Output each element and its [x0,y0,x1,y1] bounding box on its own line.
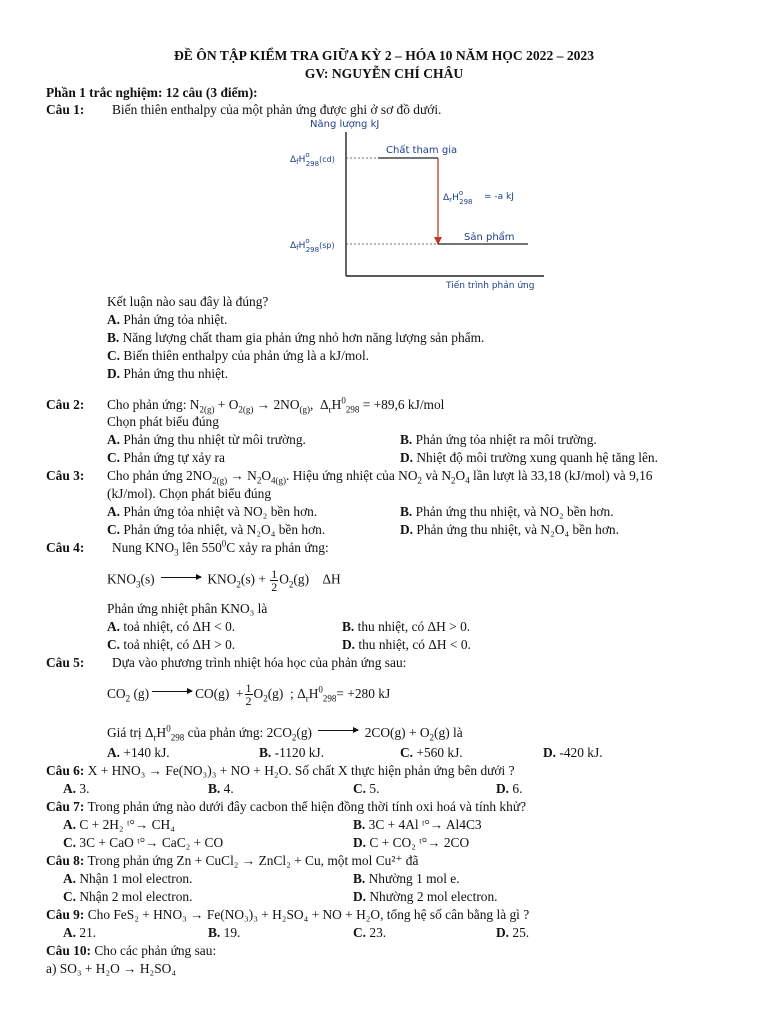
q2-option-b[interactable]: B. Phản ứng tỏa nhiệt ra môi trường. [400,432,597,447]
diagram-products: Sản phẩm [464,232,515,243]
q7-option-d[interactable]: D. C + CO₂ ᵗ°→ 2CO [353,835,470,850]
q4-option-b[interactable]: B. thu nhiệt, có ΔH > 0. [342,619,471,634]
diagram-x-axis-label: Tiến trình phản ứng [446,281,535,291]
teacher-name: GV: NGUYỄN CHÍ CHÂU [304,66,464,81]
q2-label: Câu 2: [46,397,85,412]
diagram-reactant-label: $\Delta_fH^o$ 298(cd) [290,151,335,168]
q1-option-a[interactable]: A. Phản ứng tỏa nhiệt. [107,312,228,327]
q7-option-c[interactable]: C. 3C + CaO ᵗ°→ CaC₂ + CO [63,835,224,850]
q10-label: Câu 10: [46,943,92,958]
q3-option-a[interactable]: A. Phản ứng tỏa nhiệt và NO₂ bền hơn. [107,504,318,519]
q4-text: Nung $KNO_3$ lên $550^0C$ xảy ra phản ứng: [112,538,329,558]
q4-option-d[interactable]: D. thu nhiệt, có ΔH < 0. [342,637,471,652]
q5-option-b[interactable]: B. -1120 kJ. [259,745,324,760]
q1-text: Biến thiên enthalpy của một phản ứng được ghi ở sơ đồ dưới. [112,102,442,117]
q5-equation: $CO_2$ (g) CO(g) + $\frac{1}{2}$ $O_2(g)$ ; $\Delta_rH^0_{298}= +280$ kJ [107,681,391,709]
q6-option-d[interactable]: D. 6. [496,781,523,796]
q8-option-c[interactable]: C. Nhận 2 mol electron. [63,889,193,904]
q6-option-b[interactable]: B. 4. [208,781,234,796]
q6-option-c[interactable]: C. 5. [353,781,380,796]
q1-stem: Kết luận nào sau đây là đúng? [107,294,269,309]
q9-option-c[interactable]: C. 23. [353,925,387,940]
q6-option-a[interactable]: A. 3. [63,781,90,796]
q3-text: Cho phản ứng $2NO_{2(g)} \to N_2O_{4(g)}$. Hiệu ứng nhiệt của $NO_2$ và $N_2O_4$ lần lượt là 33,18 (kJ/mol) và 9,16 [107,468,653,486]
q5-label: Câu 5: [46,655,85,670]
q9-text: Cho FeS₂ + HNO₃ → Fe(NO₃)₃ + H₂SO₄ + NO + H₂O, tổng hệ số cân bằng là gì ? [87,907,530,922]
q2-option-d[interactable]: D. Nhiệt độ môi trường xung quanh hệ tăng lên. [400,450,658,465]
q7-text: Trong phản ứng nào dưới đây cacbon thể hiện đồng thời tính oxi hoá và tính khử? [87,799,527,814]
q7-option-a[interactable]: A. C + 2H₂ ᵗ°→ CH₄ [63,817,175,832]
q10-line [46,942,216,960]
enthalpy-diagram [288,116,548,292]
q10-reaction-a: a) SO₃ + H₂O → H₂SO₄ [46,961,177,976]
q4-option-a[interactable]: A. toả nhiệt, có ΔH < 0. [107,619,236,634]
q1-option-d[interactable]: D. Phản ứng thu nhiệt. [107,366,229,381]
q1-option-c[interactable]: C. Biến thiên enthalpy của phản ứng là a kJ/mol. [107,348,370,363]
q1-label: Câu 1: [46,102,85,117]
q7-option-b[interactable]: B. 3C + 4Al ᵗ°→ Al4C3 [353,817,482,832]
q7-label: Câu 7: [46,799,85,814]
q5-option-a[interactable]: A. +140 kJ. [107,745,170,760]
q2-stem: Chọn phát biểu đúng [107,414,219,429]
q8-label: Câu 8: [46,853,85,868]
diagram-delta-label: $\Delta_rH^o$ 298 [443,189,473,206]
diagram-reactants: Chất tham gia [386,145,458,156]
diagram-product-label: $\Delta_fH^o$ 298(sp) [290,237,335,254]
q8-line [46,852,418,870]
q5-text: Dựa vào phương trình nhiệt hóa học của phản ứng sau: [112,655,407,670]
q4-equation: $KNO_3(s) KNO_2(s)$ + $\frac{1}{2}$ $O_2(g)$ ΔH [107,567,341,594]
q9-option-b[interactable]: B. 19. [208,925,241,940]
q8-option-d[interactable]: D. Nhường 2 mol electron. [353,889,498,904]
q8-option-a[interactable]: A. Nhận 1 mol electron. [63,871,193,886]
q8-option-b[interactable]: B. Nhường 1 mol e. [353,871,460,886]
q4-stem: Phản ứng nhiệt phân KNO₃ là [107,601,268,616]
diagram-y-axis-label: Năng lượng kJ [310,119,380,130]
q2-option-a[interactable]: A. Phản ứng thu nhiệt từ môi trường. [107,432,306,447]
q5-option-c[interactable]: C. +560 kJ. [400,745,463,760]
q5-stem: Giá trị $\Delta_rH^0_{298}$ của phản ứng: $2CO_2(g) 2CO(g) + O_2(g)$ là [107,723,463,743]
q2-equation: Cho phản ứng: $N_{2(g)} + O_{2(g)} \to 2NO_{(g)}$, $\Delta_rH^0_{298} = +89,6$ kJ/mol [107,395,445,415]
section-heading: Phần 1 trắc nghiệm: 12 câu (3 điểm): [46,85,258,100]
q4-option-c[interactable]: C. toả nhiệt, có ΔH > 0. [107,637,236,652]
q6-line [46,762,515,780]
q6-text: X + HNO₃ → Fe(NO₃)₃ + NO + H₂O. Số chất X thực hiện phản ứng bên dưới ? [87,763,515,778]
exam-title: ĐỀ ÔN TẬP KIỂM TRA GIỮA KỲ 2 – HÓA 10 NĂM HỌC 2022 – 2023 [173,48,595,63]
q9-label: Câu 9: [46,907,85,922]
q10-text: Cho các phản ứng sau: [94,943,217,958]
q3-option-c[interactable]: C. Phản ứng tỏa nhiệt, và N₂O₄ bền hơn. [107,522,326,537]
q9-option-a[interactable]: A. 21. [63,925,97,940]
q3-label: Câu 3: [46,468,85,483]
q8-text: Trong phản ứng Zn + CuCl₂ → ZnCl₂ + Cu, một mol Cu²⁺ đã [87,853,419,868]
q9-line [46,906,529,924]
q6-label: Câu 6: [46,763,85,778]
q3-text-cont: (kJ/mol). Chọn phát biểu đúng [107,486,272,501]
q5-option-d[interactable]: D. -420 kJ. [543,745,603,760]
diagram-delta-value: = -a kJ [484,192,514,202]
q2-option-c[interactable]: C. Phản ứng tự xảy ra [107,450,225,465]
q3-option-d[interactable]: D. Phản ứng thu nhiệt, và N₂O₄ bền hơn. [400,522,619,537]
q4-label: Câu 4: [46,540,85,555]
q9-option-d[interactable]: D. 25. [496,925,530,940]
q1-option-b[interactable]: B. Năng lượng chất tham gia phản ứng nhỏ hơn năng lượng sản phẩm. [107,330,485,345]
q3-option-b[interactable]: B. Phản ứng thu nhiệt, và NO₂ bền hơn. [400,504,614,519]
q7-line [46,798,526,816]
